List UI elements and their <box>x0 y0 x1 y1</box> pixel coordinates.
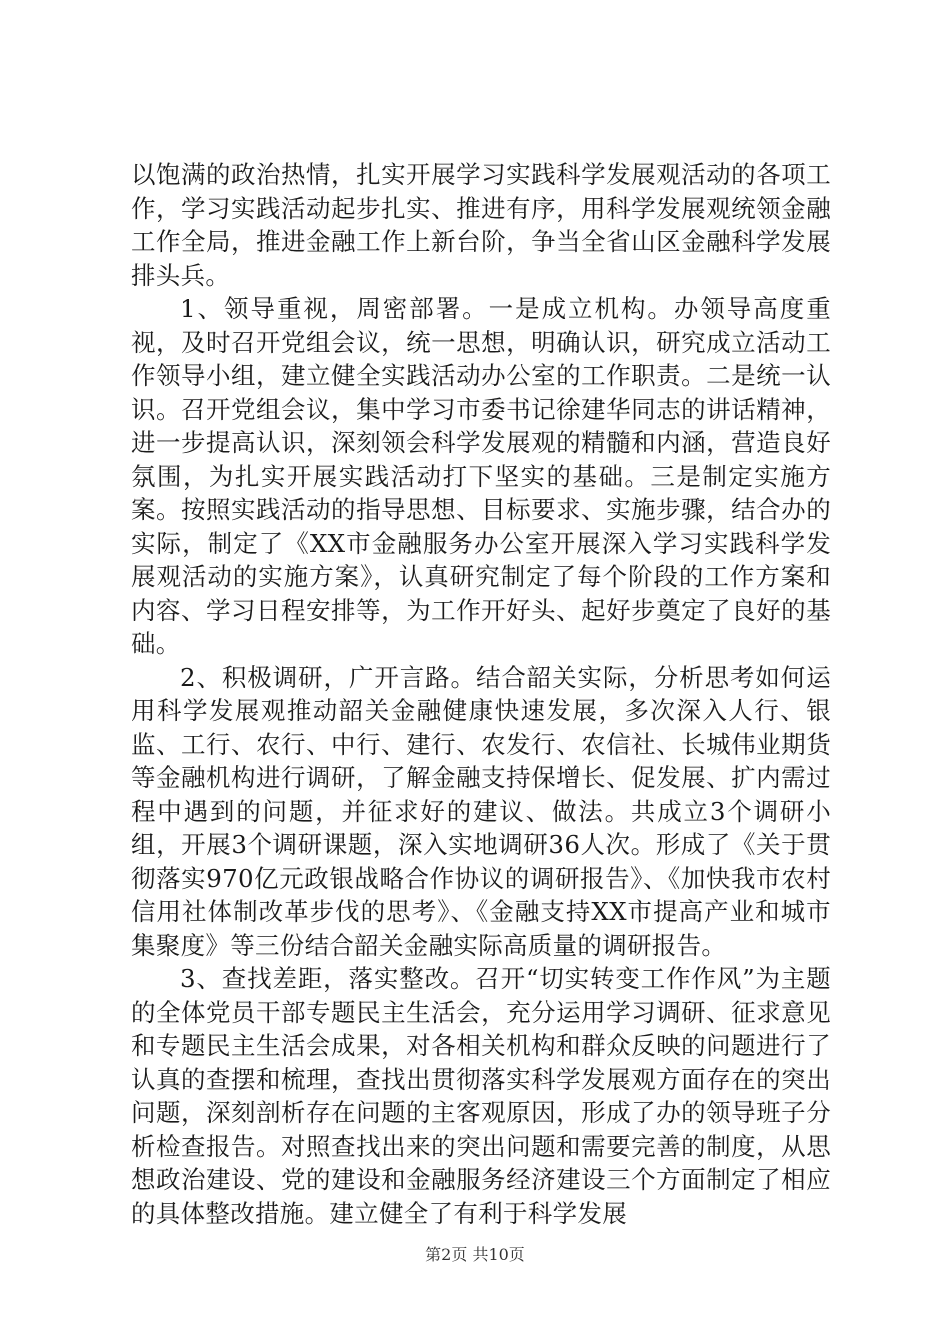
paragraph-item-3: 3、查找差距，落实整改。召开“切实转变工作作风”为主题的全体党员干部专题民主生活会，充分运用学习调研、征求意见和专题民主生活会成果，对各相关机构和群众反映的问题进行了认真的查摆和梳理，查找出贯彻落实科学发展观方面存在的突出问题，深刻剖析存在问题的主客观原因，形成了办的领导班子分析检查报告。对照查找出来的突出问题和需要完善的制度，从思想政治建设、党的建设和金融服务经济建设三个方面制定了相应的具体整改措施。建立健全了有利于科学发展 <box>131 964 831 1228</box>
paragraph-item-1: 1、领导重视，周密部署。一是成立机构。办领导高度重视，及时召开党组会议，统一思想，明确认识，研究成立活动工作领导小组，建立健全实践活动办公室的工作职责。二是统一认识。召开党组会议，集中学习市委书记徐建华同志的讲话精神，进一步提高认识，深刻领会科学发展观的精髓和内涵，营造良好氛围，为扎实开展实践活动打下坚实的基础。三是制定实施方案。按照实践活动的指导思想、目标要求、实施步骤，结合办的实际，制定了《XX市金融服务办公室开展深入学习实践科学发展观活动的实施方案》，认真研究制定了每个阶段的工作方案和内容、学习日程安排等，为工作开好头、起好步奠定了良好的基础。 <box>131 294 831 658</box>
page-number-footer: 第2页 共10页 <box>425 1245 525 1264</box>
document-body <box>131 158 831 1230</box>
paragraph-item-2: 2、积极调研，广开言路。结合韶关实际，分析思考如何运用科学发展观推动韶关金融健康快速发展，多次深入人行、银监、工行、农行、中行、建行、农发行、农信社、长城伟业期货等金融机构进行调研，了解金融支持保增长、促发展、扩内需过程中遇到的问题，并征求好的建议、做法。共成立3个调研小组，开展3个调研课题，深入实地调研36人次。形成了《关于贯彻落实970亿元政银战略合作协议的调研报告》、《加快我市农村信用社体制改革步伐的思考》、《金融支持XX市提高产业和城市集聚度》等三份结合韶关金融实际高质量的调研报告。 <box>131 662 831 960</box>
paragraph-intro: 以饱满的政治热情，扎实开展学习实践科学发展观活动的各项工作，学习实践活动起步扎实、推进有序，用科学发展观统领金融工作全局，推进金融工作上新台阶，争当全省山区金融科学发展排头兵。 <box>131 160 831 290</box>
